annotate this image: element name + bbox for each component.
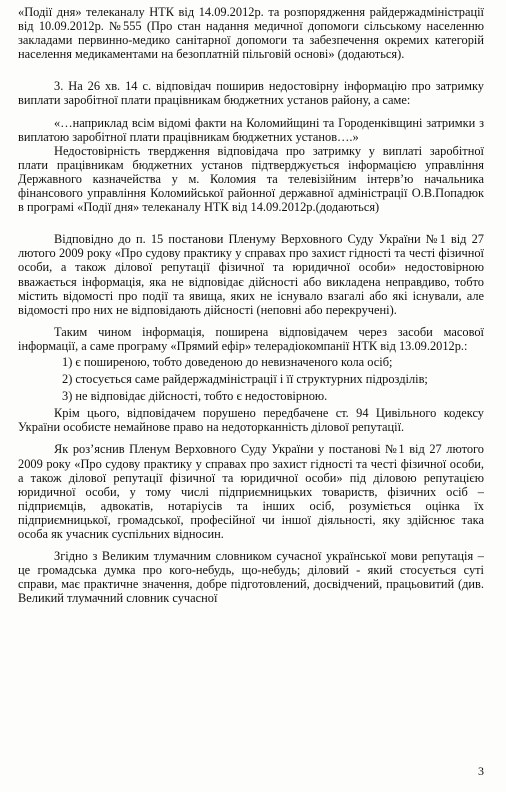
quote-paragraph: «…наприклад всім відомі факти на Коломийщині та Городенківщині затримки з виплатою заробітної плати працівникам бюджетних установ….» <box>18 115 484 144</box>
paragraph-4: Відповідно до п. 15 постанови Пленуму Верховного Суду України №1 від 27 лютого 2009 року «Про судову практику у справах про захист гідності та честі фізичної особи, а також ділової репутації фізичної та юридичної особи» недостовірною вважається інформація, яка не відповідає дійсності або викладена неправдиво, тобто містить відомості про події та явища, яких не існувало взагалі або які існували, але відомості про них не відповідають дійсності (неповні або перекручені). <box>18 232 484 317</box>
paragraph-2: 3. На 26 хв. 14 с. відповідач поширив недостовірну інформацію про затримку виплати заробітної плати працівникам бюджетних установ району, а саме: <box>18 79 484 108</box>
paragraph-1: «Події дня» телеканалу НТК від 14.09.2012р. та розпорядження райдержадміністрації від 10.09.2012р. №555 (Про стан надання медичної допомоги сільському населенню закладами первинно-медико санітарної допомоги та забезпечення окремих категорій населення медикаментами на безоплатній пільговій основі» (додаються). <box>18 5 484 62</box>
paragraph-7: Як роз’яснив Пленум Верховного Суду України у постанові №1 від 27 лютого 2009 року «Про судову практику у справах про захист гідності та честі фізичної особи, а також ділової репутації фізичної та юридичної особи» під діловою репутацією юридичної особи, у тому числі підприємницьких товариств, фізичних осіб – підприємців, адвокатів, нотаріусів та інших осіб, розуміється оцінка їх підприємницької, громадської, професійної чи іншої діяльності, яку здійснює така особа як учасник суспільних відносин. <box>18 442 484 541</box>
page-number: 3 <box>478 763 484 778</box>
list-item: 3) не відповідає дійсності, тобто є недостовірною. <box>62 389 328 404</box>
paragraph-6: Крім цього, відповідачем порушено передбачене ст. 94 Цивільного кодексу України особисте немайнове право на недоторканність ділової репутації. <box>18 406 484 435</box>
list-item: 1) є поширеною, тобто доведеною до невизначеного кола осіб; <box>62 354 393 369</box>
paragraph-3: Недостовірність твердження відповідача про затримку у виплаті заробітної плати працівникам бюджетних установ підтверджується інформацією управління Державного казначейства у м. Коломия та телевізійним інтерв’ю начальника фінансового управління Коломийської районної державної адміністрації О.В.Попадюк в програмі «Події дня» телеканалу НТК від 14.09.2012р.(додаються) <box>18 143 484 215</box>
paragraph-5: Таким чином інформація, поширена відповідачем через засоби масової інформації, а саме програму «Прямий ефір» телерадіокомпанії НТК від 13.09.2012р.: <box>18 324 484 353</box>
paragraph-8: Згідно з Великим тлумачним словником сучасної української мови репутація – це громадська думка про кого-небудь, що-небудь; діловий - який стосується суті справи, має практичне значення, добре підготовлений, досвідчений, працьовитий (див. Великий тлумачний словник сучасної <box>18 549 484 606</box>
list-item: 2) стосується саме райдержадміністрації і її структурних підрозділів; <box>62 372 428 387</box>
criteria-list <box>18 355 484 403</box>
